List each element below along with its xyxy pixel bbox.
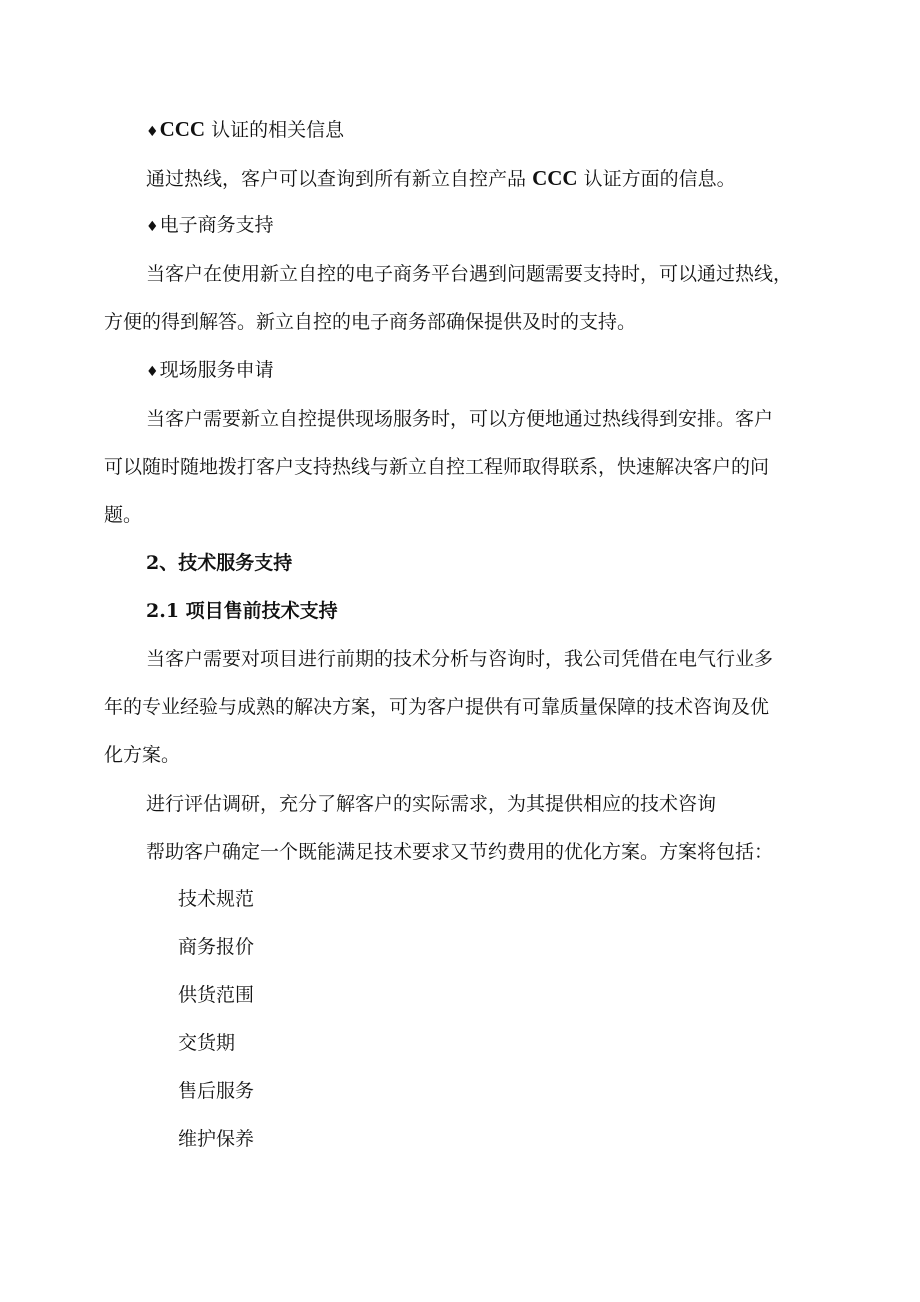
plan-item: 技术规范 xyxy=(178,888,255,910)
ccc-body-post: 认证方面的信息。 xyxy=(583,168,736,190)
ccc-body-code: CCC xyxy=(532,166,578,190)
onsite-body-line-3: 题。 xyxy=(104,504,143,526)
ccc-code: CCC xyxy=(159,117,206,141)
onsite-heading xyxy=(146,358,820,384)
onsite-body-line-1: 当客户需要新立自控提供现场服务时，可以方便地通过热线得到安排。客户 xyxy=(146,408,774,430)
tech-sub-heading: 2.1 项目售前技术支持 xyxy=(146,600,338,622)
plan-item: 维护保养 xyxy=(178,1128,255,1150)
ccc-heading-text: 认证的相关信息 xyxy=(211,119,345,141)
ccc-heading xyxy=(146,117,820,144)
plan-item: 交货期 xyxy=(178,1032,236,1054)
tech-para1-line-3: 化方案。 xyxy=(104,744,181,766)
plan-item: 售后服务 xyxy=(178,1080,255,1102)
onsite-heading-text: 现场服务申请 xyxy=(159,359,274,381)
tech-para2: 进行评估调研，充分了解客户的实际需求，为其提供相应的技术咨询 xyxy=(146,793,717,815)
tech-section-heading: 2、技术服务支持 xyxy=(146,552,293,574)
plan-item: 商务报价 xyxy=(178,936,255,958)
tech-para1-line-1: 当客户需要对项目进行前期的技术分析与咨询时，我公司凭借在电气行业多 xyxy=(146,648,774,670)
onsite-body-line-2: 可以随时随地拨打客户支持热线与新立自控工程师取得联系，快速解决客户的问 xyxy=(104,456,770,478)
tech-para1-line-2: 年的专业经验与成熟的解决方案，可为客户提供有可靠质量保障的技术咨询及优 xyxy=(104,696,770,718)
ecommerce-body-line-1: 当客户在使用新立自控的电子商务平台遇到问题需要支持时，可以通过热线， xyxy=(146,263,793,285)
ccc-body-pre: 通过热线，客户可以查询到所有新立自控产品 xyxy=(146,168,527,190)
ecommerce-heading xyxy=(146,213,820,239)
diamond-bullet-icon: ♦ xyxy=(146,124,159,140)
diamond-bullet-icon: ♦ xyxy=(146,364,159,380)
diamond-bullet-icon: ♦ xyxy=(146,219,159,235)
ccc-body xyxy=(146,166,820,191)
plan-item: 供货范围 xyxy=(178,984,255,1006)
tech-para3: 帮助客户确定一个既能满足技术要求又节约费用的优化方案。方案将包括： xyxy=(146,841,774,863)
ecommerce-body-line-2: 方便的得到解答。新立自控的电子商务部确保提供及时的支持。 xyxy=(104,311,637,333)
ecommerce-heading-text: 电子商务支持 xyxy=(159,214,274,236)
